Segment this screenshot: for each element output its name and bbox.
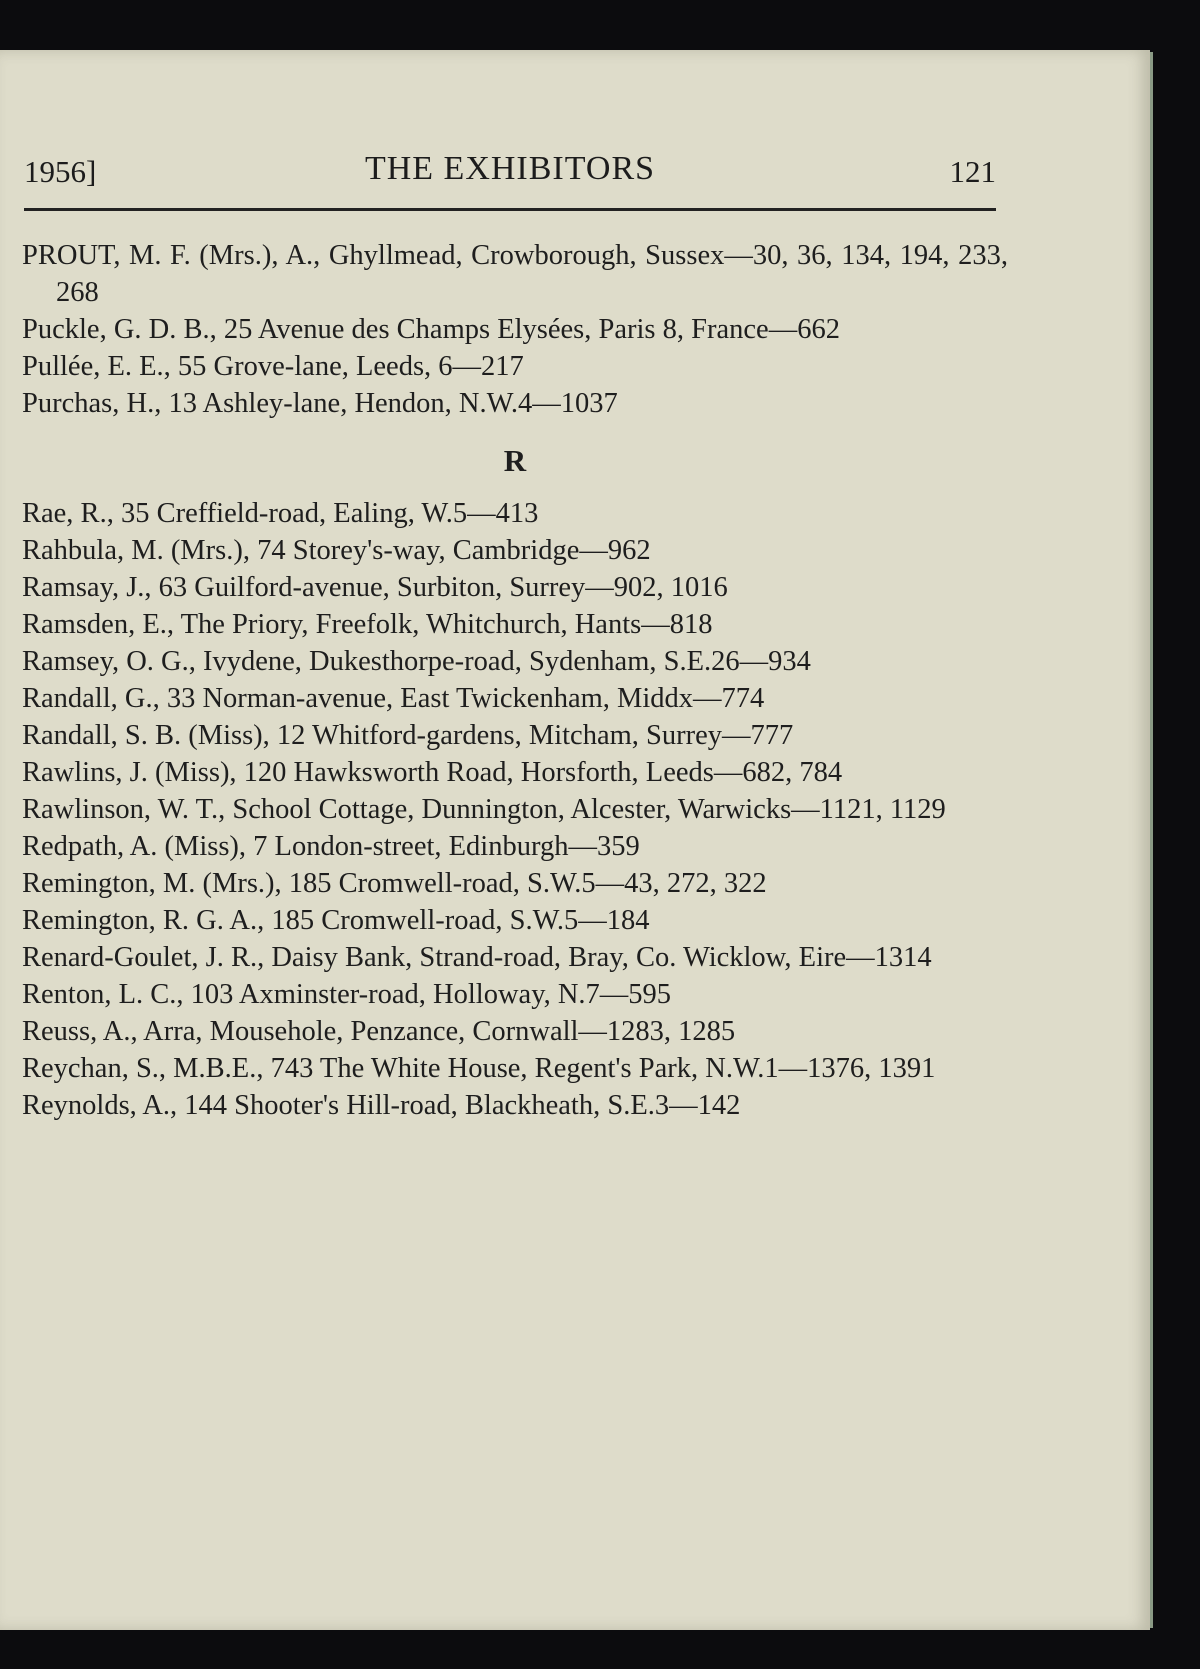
- exhibitor-list: [22, 237, 1008, 1124]
- exhibitor-entry: Ramsay, J., 63 Guilford-avenue, Surbiton, Surrey—902, 1016: [22, 572, 728, 603]
- exhibitor-entry: Ramsey, O. G., Ivydene, Dukesthorpe-road, Sydenham, S.E.26—934: [22, 646, 811, 677]
- exhibitor-entry: Puckle, G. D. B., 25 Avenue des Champs Elysées, Paris 8, France—662: [22, 314, 840, 345]
- exhibitor-entry: Rahbula, M. (Mrs.), 74 Storey's-way, Cambridge—962: [22, 535, 651, 566]
- page-edge: [1150, 52, 1153, 1628]
- exhibitor-entry: Rae, R., 35 Creffield-road, Ealing, W.5—413: [22, 498, 539, 529]
- exhibitor-entry: Ramsden, E., The Priory, Freefolk, Whitchurch, Hants—818: [22, 609, 713, 640]
- exhibitor-entry: Pullée, E. E., 55 Grove-lane, Leeds, 6—217: [22, 351, 524, 382]
- section-letter-heading: R: [503, 443, 527, 478]
- exhibitor-entry: Reynolds, A., 144 Shooter's Hill-road, Blackheath, S.E.3—142: [22, 1090, 741, 1121]
- exhibitor-entry: Purchas, H., 13 Ashley-lane, Hendon, N.W.4—1037: [22, 388, 618, 419]
- exhibitor-entry: Reuss, A., Arra, Mousehole, Penzance, Cornwall—1283, 1285: [22, 1016, 736, 1047]
- exhibitor-entry: Randall, S. B. (Miss), 12 Whitford-gardens, Mitcham, Surrey—777: [22, 720, 794, 751]
- running-head-title: THE EXHIBITORS: [364, 150, 656, 187]
- exhibitor-entry: Remington, R. G. A., 185 Cromwell-road, S.W.5—184: [22, 905, 650, 936]
- page-number: 121: [949, 154, 996, 189]
- exhibitor-entry: Renard-Goulet, J. R., Daisy Bank, Strand-road, Bray, Co. Wicklow, Eire—1314: [22, 942, 932, 973]
- exhibitor-entry: Rawlins, J. (Miss), 120 Hawksworth Road, Horsforth, Leeds—682, 784: [22, 757, 843, 788]
- header-rule: [24, 208, 996, 211]
- exhibitor-entry: Redpath, A. (Miss), 7 London-street, Edinburgh—359: [22, 831, 640, 862]
- exhibitor-entry: Reychan, S., M.B.E., 743 The White House, Regent's Park, N.W.1—1376, 1391: [22, 1053, 936, 1084]
- exhibitor-entry: Renton, L. C., 103 Axminster-road, Holloway, N.7—595: [22, 979, 672, 1010]
- running-head-year: 1956]: [24, 154, 97, 189]
- exhibitor-entry: Rawlinson, W. T., School Cottage, Dunnington, Alcester, Warwicks—1121, 1129: [22, 794, 946, 825]
- exhibitor-entry: PROUT, M. F. (Mrs.), A., Ghyllmead, Crowborough, Sussex—30, 36, 134, 194, 233, 268: [22, 240, 1008, 308]
- running-head: [24, 150, 996, 194]
- exhibitor-entry: Remington, M. (Mrs.), 185 Cromwell-road, S.W.5—43, 272, 322: [22, 868, 767, 899]
- exhibitor-entry: Randall, G., 33 Norman-avenue, East Twickenham, Middx—774: [22, 683, 765, 714]
